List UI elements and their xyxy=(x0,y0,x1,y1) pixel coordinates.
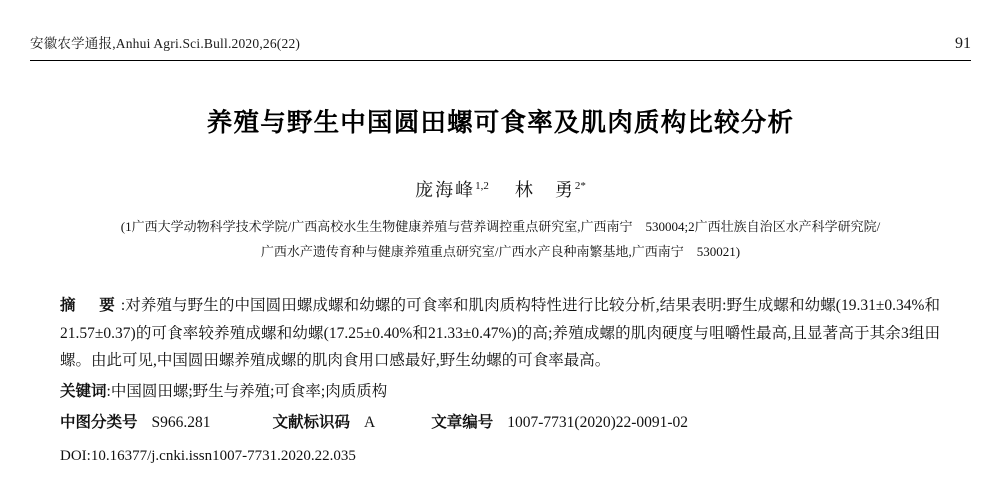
keywords-block xyxy=(60,378,940,406)
header-divider xyxy=(30,60,971,61)
article-id-label: 文章编号 xyxy=(431,414,494,431)
author-name-1: 庞海峰 xyxy=(415,180,476,200)
affiliation-line-2: 广西水产遗传育种与健康养殖重点研究室/广西水产良种南繁基地,广西南宁 530021) xyxy=(260,244,741,259)
clc-label: 中图分类号 xyxy=(60,414,138,431)
author-name-2: 林 勇 xyxy=(514,180,575,200)
keywords-label: 关键词 xyxy=(60,382,107,400)
document-code-label: 文献标识码 xyxy=(272,414,351,431)
abstract-block xyxy=(60,292,940,375)
running-head xyxy=(30,32,971,53)
paper-body xyxy=(60,292,940,470)
doi-text: DOI:10.16377/j.cnki.issn1007-7731.2020.22.035 xyxy=(60,447,356,464)
affiliation-line-1: (1广西大学动物科学技术学院/广西高校水生生物健康养殖与营养调控重点研究室,广西南宁 530004;2广西壮族自治区水产科学研究院/ xyxy=(120,219,881,234)
document-code-value: A xyxy=(364,414,376,431)
keywords-text: :中国圆田螺;野生与养殖;可食率;肉质质构 xyxy=(106,382,388,400)
abstract-label: 摘 要 xyxy=(60,297,119,314)
paper-title: 养殖与野生中国圆田螺可食率及肌肉质构比较分析 xyxy=(206,108,795,138)
author-affil-marker-2: 2* xyxy=(574,180,586,192)
clc-value: S966.281 xyxy=(151,414,211,431)
classification-line xyxy=(60,409,940,437)
abstract-text: :对养殖与野生的中国圆田螺成螺和幼螺的可食率和肌肉质构特性进行比较分析,结果表明:野生成螺和幼螺(19.31±0.34%和21.57±0.37)的可食率较养殖成螺和幼螺(17.25±0.40%和21.33±0.47%)的高;养殖成螺的肌肉硬度与咀嚼性最高,且显著高于其余3组田螺。由此可见,中国圆田螺养殖成螺的肌肉食用口感最好,野生幼螺的可食率最高。 xyxy=(60,297,940,369)
author-affil-marker-1: 1,2 xyxy=(475,180,489,192)
affiliations xyxy=(0,214,1001,264)
article-id-value: 1007-7731(2020)22-0091-02 xyxy=(507,414,689,431)
journal-citation: 安徽农学通报,Anhui Agri.Sci.Bull.2020,26(22) xyxy=(30,36,301,51)
page-number: 91 xyxy=(955,35,971,52)
author-list xyxy=(0,176,1001,202)
